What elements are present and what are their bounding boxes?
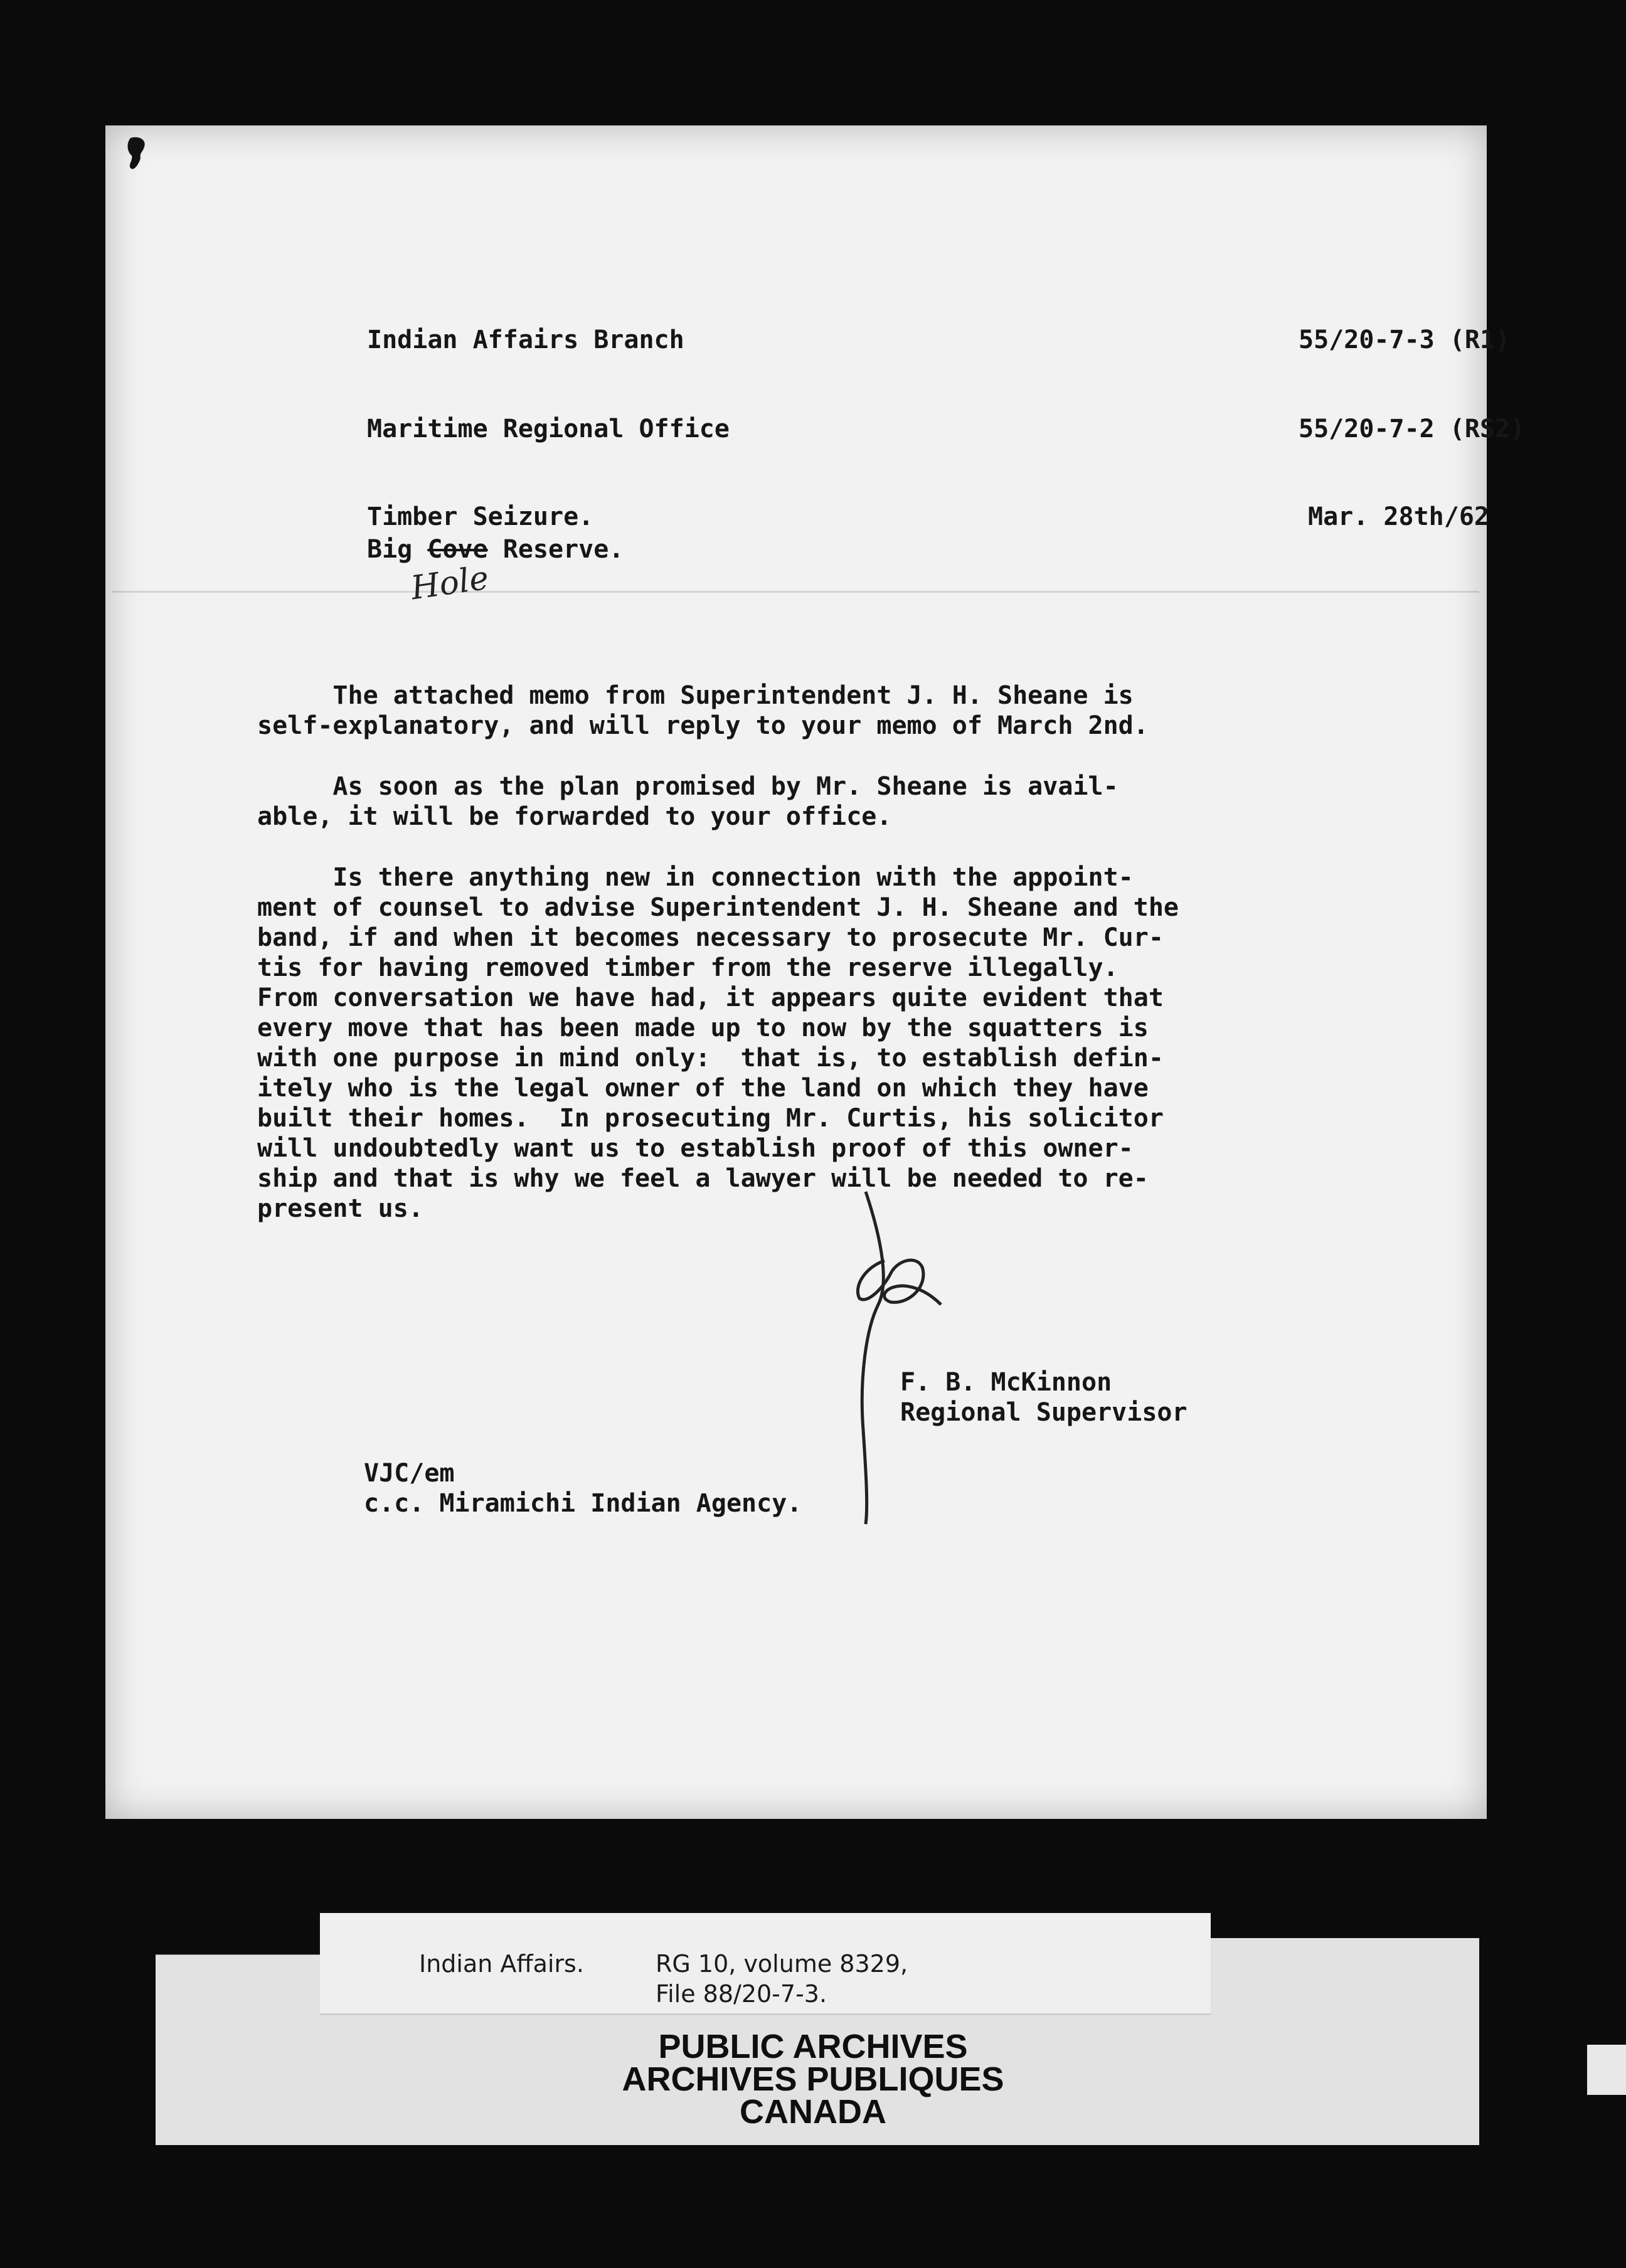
subject-line-1: Timber Seizure.: [367, 502, 594, 531]
archive-reference: RG 10, volume 8329,: [656, 1950, 908, 1978]
paragraph-line: ship and that is why we feel a lawyer will be needed to re-: [257, 1164, 1149, 1193]
paragraph-line: The attached memo from Superintendent J. H. Sheane is: [257, 681, 1134, 710]
paragraph-2: [257, 771, 1119, 832]
handwritten-correction: Hole: [408, 559, 491, 608]
archive-country: CANADA: [740, 2093, 886, 2131]
file-reference-1: 55/20-7-3 (R1): [1299, 326, 1511, 354]
paragraph-line: with one purpose in mind only: that is, to establish defin-: [257, 1044, 1164, 1073]
subject-suffix: Reserve.: [487, 535, 624, 564]
to-org: Maritime Regional Office: [367, 415, 730, 443]
paragraph-line: able, it will be forwarded to your office.: [257, 802, 892, 831]
paragraph-line: Is there anything new in connection with the appoint-: [257, 863, 1134, 892]
signer-title: Regional Supervisor: [900, 1398, 1188, 1427]
archive-name-english: PUBLIC ARCHIVES: [658, 2028, 968, 2065]
paragraph-line: built their homes. In prosecuting Mr. Curtis, his solicitor: [257, 1104, 1164, 1133]
paragraph-line: As soon as the plan promised by Mr. Sheane is avail-: [257, 772, 1119, 801]
archive-name-french: ARCHIVES PUBLIQUES: [622, 2060, 1004, 2098]
ink-blot-mark: [125, 135, 148, 173]
paragraph-line: tis for having removed timber from the reserve illegally.: [257, 953, 1119, 982]
file-reference-2: 55/20-7-2 (RS2): [1299, 415, 1526, 443]
paragraph-line: self-explanatory, and will reply to your memo of March 2nd.: [257, 711, 1149, 740]
struck-word: Cove: [427, 535, 488, 564]
handwritten-signature: [841, 1116, 972, 1530]
film-edge-tab: [1587, 2045, 1626, 2095]
paragraph-line: From conversation we have had, it appears quite evident that: [257, 983, 1164, 1012]
paragraph-line: every move that has been made up to now by the squatters is: [257, 1014, 1149, 1042]
archive-collection: Indian Affairs.: [419, 1950, 584, 1978]
paragraph-line: band, if and when it becomes necessary to prosecute Mr. Cur-: [257, 923, 1164, 952]
fold-line: [112, 591, 1479, 593]
archive-file: File 88/20-7-3.: [656, 1980, 827, 2008]
paragraph-line: ment of counsel to advise Superintendent J. H. Sheane and the: [257, 893, 1179, 922]
carbon-copy-line: c.c. Miramichi Indian Agency.: [364, 1489, 802, 1518]
subject-line-2: [367, 534, 624, 564]
paragraph-line: itely who is the legal owner of the land on which they have: [257, 1074, 1149, 1103]
paragraph-3: [257, 862, 1179, 1224]
signer-name: F. B. McKinnon: [900, 1368, 1112, 1397]
paragraph-line: will undoubtedly want us to establish proof of this owner-: [257, 1134, 1134, 1163]
typist-initials: VJC/em: [364, 1459, 455, 1488]
letter-date: Mar. 28th/62: [1308, 502, 1489, 531]
from-org: Indian Affairs Branch: [367, 326, 684, 354]
subject-prefix: Big: [367, 535, 428, 564]
paragraph-line: present us.: [257, 1194, 423, 1223]
paragraph-1: [257, 681, 1149, 741]
